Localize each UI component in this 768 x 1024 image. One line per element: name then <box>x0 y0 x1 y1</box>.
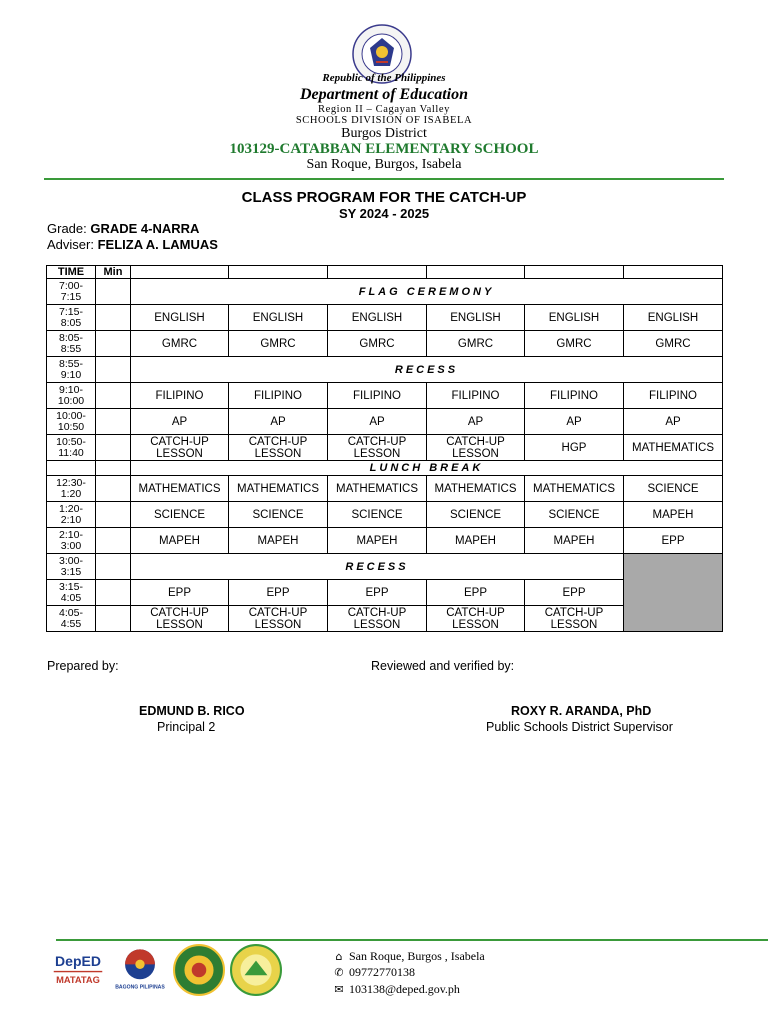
preparer-name: EDMUND B. RICO <box>139 704 245 718</box>
subject-cell: EPP <box>427 580 525 606</box>
min-cell <box>96 357 131 383</box>
min-cell <box>96 476 131 502</box>
school-year: SY 2024 - 2025 <box>338 206 430 221</box>
subject-cell: EPP <box>328 580 427 606</box>
min-cell <box>96 409 131 435</box>
adviser-label: Adviser: <box>47 237 94 252</box>
subject-cell: GMRC <box>525 331 624 357</box>
subject-cell: MATHEMATICS <box>328 476 427 502</box>
span-activity-cell: RECESS <box>131 554 624 580</box>
school-seal-logo <box>230 944 282 996</box>
table-row <box>47 554 723 580</box>
district-text: Burgos District <box>341 126 427 141</box>
footer-email: 103138@deped.gov.ph <box>349 982 460 996</box>
table-row <box>47 383 723 409</box>
subject-cell: MAPEH <box>525 528 624 554</box>
subject-cell: MATHEMATICS <box>525 476 624 502</box>
subject-cell: AP <box>328 409 427 435</box>
time-cell: 8:55- 9:10 <box>47 357 96 383</box>
min-cell <box>96 331 131 357</box>
school-address: San Roque, Burgos, Isabela <box>306 157 462 172</box>
subject-cell: FILIPINO <box>328 383 427 409</box>
subject-cell: SCIENCE <box>131 502 229 528</box>
subject-cell: MAPEH <box>131 528 229 554</box>
time-cell: 10:50- 11:40 <box>47 435 96 461</box>
subject-cell: ENGLISH <box>229 305 328 331</box>
subject-cell: MAPEH <box>624 502 723 528</box>
subject-cell: GMRC <box>328 331 427 357</box>
table-row <box>47 476 723 502</box>
subject-cell: ENGLISH <box>328 305 427 331</box>
subject-cell: SCIENCE <box>328 502 427 528</box>
table-row <box>47 279 723 305</box>
subject-cell: CATCH-UP LESSON <box>229 435 328 461</box>
subject-cell: GMRC <box>624 331 723 357</box>
table-row <box>47 502 723 528</box>
table-row <box>47 409 723 435</box>
subject-cell: CATCH-UP LESSON <box>427 606 525 632</box>
time-cell: 3:15- 4:05 <box>47 580 96 606</box>
subject-cell: MATHEMATICS <box>131 476 229 502</box>
span-activity-cell: FLAG CEREMONY <box>131 279 723 305</box>
subject-cell: FILIPINO <box>525 383 624 409</box>
preparer-position: Principal 2 <box>157 720 216 734</box>
min-cell <box>96 435 131 461</box>
subject-cell: FILIPINO <box>229 383 328 409</box>
empty-grey-cell <box>624 554 723 632</box>
division-text: SCHOOLS DIVISION OF ISABELA <box>295 115 473 126</box>
deped-logo-text: DepED <box>55 953 101 970</box>
department-title: Department of Education <box>299 86 468 103</box>
table-row <box>47 305 723 331</box>
time-cell: 4:05- 4:55 <box>47 606 96 632</box>
span-activity-cell: LUNCH BREAK <box>131 461 723 476</box>
footer-phone-line <box>332 965 415 980</box>
table-header-cell <box>427 266 525 279</box>
republic-text: Republic of the Philippines <box>322 72 446 84</box>
min-cell <box>96 279 131 305</box>
bagong-logo-text: BAGONG PILIPINAS <box>115 984 165 991</box>
subject-cell: GMRC <box>229 331 328 357</box>
subject-cell: MAPEH <box>427 528 525 554</box>
table-row <box>47 606 723 632</box>
subject-cell: AP <box>427 409 525 435</box>
min-cell <box>96 528 131 554</box>
subject-cell: EPP <box>624 528 723 554</box>
table-header-cell <box>328 266 427 279</box>
min-cell <box>96 461 131 476</box>
subject-cell: MATHEMATICS <box>427 476 525 502</box>
table-header-cell <box>624 266 723 279</box>
table-header-cell: Min <box>96 266 131 279</box>
subject-cell: FILIPINO <box>131 383 229 409</box>
table-row <box>47 461 723 476</box>
subject-cell: ENGLISH <box>624 305 723 331</box>
subject-cell: CATCH-UP LESSON <box>427 435 525 461</box>
adviser-line <box>47 237 218 252</box>
subject-cell: GMRC <box>131 331 229 357</box>
bagong-pilipinas-logo <box>112 944 168 994</box>
deped-matatag-logo <box>50 944 106 994</box>
min-cell <box>96 383 131 409</box>
subject-cell: ENGLISH <box>131 305 229 331</box>
time-cell: 10:00- 10:50 <box>47 409 96 435</box>
time-cell: 3:00- 3:15 <box>47 554 96 580</box>
table-row <box>47 331 723 357</box>
phone-icon: ✆ <box>334 966 344 979</box>
footer-phone: 09772770138 <box>349 965 415 979</box>
subject-cell: MATHEMATICS <box>624 435 723 461</box>
table-row <box>47 357 723 383</box>
subject-cell: ENGLISH <box>525 305 624 331</box>
subject-cell: FILIPINO <box>427 383 525 409</box>
subject-cell: CATCH-UP LESSON <box>131 435 229 461</box>
class-program-table <box>46 265 723 632</box>
subject-cell: CATCH-UP LESSON <box>131 606 229 632</box>
time-cell <box>47 461 96 476</box>
subject-cell: FILIPINO <box>624 383 723 409</box>
subject-cell: CATCH-UP LESSON <box>328 606 427 632</box>
region-text: Region II – Cagayan Valley <box>317 104 451 115</box>
min-cell <box>96 554 131 580</box>
reviewed-label: Reviewed and verified by: <box>371 659 515 673</box>
table-row <box>47 435 723 461</box>
email-icon: ✉ <box>334 983 344 996</box>
subject-cell: CATCH-UP LESSON <box>525 606 624 632</box>
subject-cell: HGP <box>525 435 624 461</box>
subject-cell: SCIENCE <box>427 502 525 528</box>
subject-cell: AP <box>131 409 229 435</box>
subject-cell: MATHEMATICS <box>229 476 328 502</box>
time-cell: 8:05- 8:55 <box>47 331 96 357</box>
subject-cell: EPP <box>229 580 328 606</box>
adviser-value: FELIZA A. LAMUAS <box>97 237 218 252</box>
reviewer-name: ROXY R. ARANDA, PhD <box>511 704 652 718</box>
table-header-cell <box>525 266 624 279</box>
time-cell: 12:30- 1:20 <box>47 476 96 502</box>
footer-address: San Roque, Burgos , Isabela <box>349 949 485 963</box>
subject-cell: CATCH-UP LESSON <box>229 606 328 632</box>
subject-cell: MAPEH <box>328 528 427 554</box>
span-activity-cell: RECESS <box>131 357 723 383</box>
min-cell <box>96 502 131 528</box>
time-cell: 1:20- 2:10 <box>47 502 96 528</box>
grade-line <box>47 221 199 236</box>
footer-address-line <box>332 949 485 964</box>
school-name: 103129-CATABBAN ELEMENTARY SCHOOL <box>229 141 539 157</box>
document-title: CLASS PROGRAM FOR THE CATCH-UP <box>241 189 527 206</box>
subject-cell: SCIENCE <box>525 502 624 528</box>
grade-value: GRADE 4-NARRA <box>90 221 200 236</box>
matatag-logo-text: MATATAG <box>56 975 100 985</box>
min-cell <box>96 305 131 331</box>
table-header-cell <box>229 266 328 279</box>
grade-label: Grade: <box>47 221 87 236</box>
subject-cell: CATCH-UP LESSON <box>328 435 427 461</box>
subject-cell: GMRC <box>427 331 525 357</box>
subject-cell: AP <box>229 409 328 435</box>
subject-cell: SCIENCE <box>624 476 723 502</box>
subject-cell: AP <box>624 409 723 435</box>
table-header-cell <box>131 266 229 279</box>
time-cell: 7:00- 7:15 <box>47 279 96 305</box>
min-cell <box>96 580 131 606</box>
table-row <box>47 580 723 606</box>
subject-cell: AP <box>525 409 624 435</box>
time-cell: 2:10- 3:00 <box>47 528 96 554</box>
footer-divider <box>56 939 768 941</box>
header-divider <box>44 178 724 180</box>
table-row <box>47 528 723 554</box>
time-cell: 7:15- 8:05 <box>47 305 96 331</box>
subject-cell: EPP <box>525 580 624 606</box>
footer-email-line <box>332 982 460 997</box>
subject-cell: SCIENCE <box>229 502 328 528</box>
subject-cell: ENGLISH <box>427 305 525 331</box>
subject-cell: MAPEH <box>229 528 328 554</box>
division-seal-logo <box>173 944 225 996</box>
prepared-label: Prepared by: <box>47 659 119 673</box>
time-cell: 9:10- 10:00 <box>47 383 96 409</box>
min-cell <box>96 606 131 632</box>
subject-cell: EPP <box>131 580 229 606</box>
table-header-cell: TIME <box>47 266 96 279</box>
reviewer-position: Public Schools District Supervisor <box>486 720 673 734</box>
home-icon: ⌂ <box>335 950 343 963</box>
